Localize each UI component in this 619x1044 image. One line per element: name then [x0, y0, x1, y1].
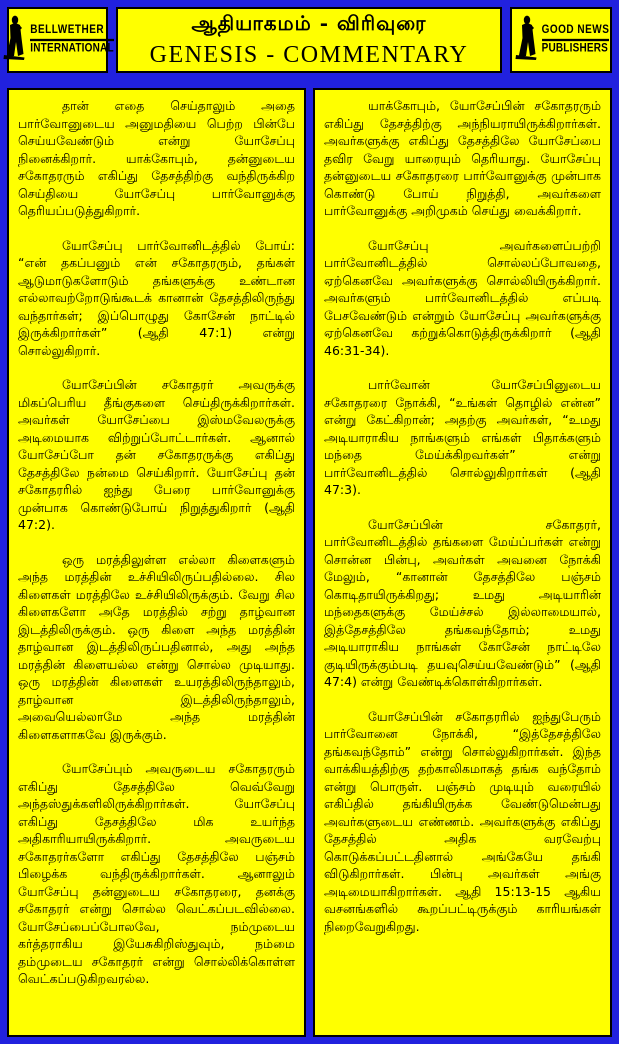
commentary-column-left: [7, 88, 306, 1037]
bellwether-logo-line2: INTERNATIONAL: [30, 42, 114, 55]
commentary-column-right: [313, 88, 612, 1037]
page-title-english: GENESIS - COMMENTARY: [149, 42, 469, 68]
statue-figure-icon: [1, 15, 27, 65]
paragraph: யோசேப்பின் சகோதரர் அவருக்கு மிகப்பெரிய தீங்குகளை செய்திருக்கிறார்கள். அவர்கள் யோசேப்பை இஸ்மவேலருக்கு அடிமையாக விற்றுப்போட்டார்கள். ஆனால் யோசேப்போ தன் சகோதரருக்கு எகிப்து தேசத்திலே நன்மை செய்கிறார். யோசேப்பு தன் சகோதரரில் ஐந்து பேரை பார்வோனுக்கு முன்பாக கொண்டுபோய் நிறுத்துகிறார் (ஆதி 47:2).: [18, 377, 295, 532]
good-news-logo-box: [510, 7, 612, 73]
paragraph: யோசேப்பும் அவருடைய சகோதரரும் எகிப்து தேசத்திலே வெவ்வேறு அந்தஸ்துக்களிலிருக்கிறார்கள். யோசேப்பு எகிப்து தேசத்திலே மிக உயர்ந்த அதிகாரியாயிருக்கிறார். அவருடைய சகோதரர்களோ எகிப்து தேசத்திலே பஞ்சம் பிழைக்க வந்திருக்கிறார்கள். ஆனாலும் யோசேப்பு தன்னுடைய சகோதரரை, தனக்கு சகோதரர் என்று சொல்ல வெட்கப்படவில்லை. யோசேப்பைப்போலவே, நம்முடைய கர்த்தராகிய இயேசுகிறிஸ்துவும், நம்மை தம்முடைய சகோதரர் என்று சொல்லிக்கொள்ள வெட்கப்படுகிறவரல்ல.: [18, 761, 295, 986]
bellwether-logo-line1: BELLWETHER: [30, 24, 114, 41]
paragraph: யோசேப்பு பார்வோனிடத்தில் போய்: “என் தகப்பனும் என் சகோதரரும், தங்கள் ஆடுமாடுகளோடும் தங்களுக்கு உண்டான எல்லாவற்றோடுங்கூடக் கானான் தேசத்திலிருந்து வந்தார்கள்; இப்பொழுது கோசேன் நாட்டில் இருக்கிறார்கள்” (ஆதி 47:1) என்று சொல்லுகிறார்.: [18, 237, 295, 358]
good-news-logo-line2: PUBLISHERS: [541, 42, 609, 55]
good-news-logo-text: [542, 24, 610, 56]
statue-figure-icon: [513, 15, 539, 65]
paragraph: யோசேப்பு அவர்களைப்பற்றி பார்வோனிடத்தில் சொல்லப்போவதை, ஏற்கெனவே அவர்களுக்கு சொல்லியிருக்கிறார். அவர்களும் பார்வோனிடத்தில் எப்படி பேசவேண்டும் என்றும் யோசேப்பு அவர்களுக்கு ஏற்கெனவே கற்றுக்கொடுத்திருக்கிறார் (ஆதி 46:31-34).: [324, 237, 601, 358]
paragraph: யாக்கோபும், யோசேப்பின் சகோதரரும் எகிப்து தேசத்திற்கு அந்நியராயிருக்கிறார்கள். அவர்களுக்கு எகிப்து தேசத்திலே யோசேப்பை தவிர வேறு யாரையும் தெரியாது. யோசேப்பு தன்னுடைய சகோதரரை பார்வோனுக்கு முன்பாக கொண்டு போய் நிறுத்தி, அவர்களை பார்வோனுக்கு அறிமுகம் செய்து வைக்கிறார்.: [324, 98, 601, 218]
bellwether-logo-box: [7, 7, 114, 73]
title-box: [116, 7, 502, 73]
paragraph: யோசேப்பின் சகோதரரில் ஐந்துபேரும் பார்வோனை நோக்கி, “இத்தேசத்திலே தங்கவந்தோம்” என்று சொல்லுகிறார்கள். இந்த வாக்கியத்திற்கு தற்காலிகமாகத் தங்க வந்தோம் என்று பொருள். பஞ்சம் முடியும் வரையில் எகிப்தில் தங்கியிருக்க வேண்டுமென்பது அவர்களுடைய எண்ணம். அவர்களுக்கு எகிப்து தேசத்தில் அதிக வரவேற்பு கொடுக்கப்பட்டதினால் அங்கேயே தங்கி விடுகிறார்கள். பின்பு அவர்கள் அங்கு அடிமையாகிறார்கள். ஆதி 15:13-15 ஆகிய வசனங்களில் கூறப்பட்டிருக்கும் காரியங்கள் நிறைவேறுகிறது.: [324, 708, 601, 934]
paragraph: ஒரு மரத்திலுள்ள எல்லா கிளைகளும் அந்த மரத்தின் உச்சியிலிருப்பதில்லை. சில கிளைகள் மரத்திலே உச்சியிலிருக்கும். வேறு சில கிளைகளோ அதே மரத்தில் சற்று தாழ்வான இடத்திலிருக்கும். ஒரு கிளை அந்த மரத்தின் தாழ்வான இடத்திலிருப்பதினால், அது அந்த மரத்தின் கிளையல்ல என்று சொல்ல முடியாது. ஒரு மரத்தின் கிளைகள் உயரத்திலிருந்தாலும், தாழ்வான இடத்திலிருந்தாலும், அவையெல்லாமே அந்த மரத்தின் கிளைகளாகவே இருக்கும்.: [18, 551, 295, 742]
paragraph: யோசேப்பின் சகோதரர், பார்வோனிடத்தில் தங்களை மேய்ப்பர்கள் என்று சொன்ன பின்பு, அவர்கள் அவனை நோக்கி மேலும், “கானான் தேசத்திலே பஞ்சம் கொடிதாயிருக்கிறது; உமது அடியாரின் மந்தைகளுக்கு மேய்ச்சல் இல்லாமையால், இத்தேசத்திலே தங்கவந்தோம்; உமது அடியாராகிய நாங்கள் கோசேன் நாட்டிலே குடியிருக்கும்படி தயவுசெய்யவேண்டும்” (ஆதி 47:4) என்று வேண்டிக்கொள்கிறார்கள்.: [324, 516, 601, 689]
paragraph: தான் எதை செய்தாலும் அதை பார்வோனுடைய அனுமதியை பெற்ற பின்பே செய்யவேண்டும் என்று யோசேப்பு நினைக்கிறார். யாக்கோபும், தன்னுடைய சகோதரரும் எகிப்து தேசத்திற்கு வந்திருக்கிற செய்தியை யோசேப்பு பார்வோனுக்கு தெரியப்படுத்துகிறார்.: [18, 98, 295, 218]
bellwether-logo-text: [30, 24, 114, 56]
page-title-tamil: ஆதியாகமம் - விரிவுரை: [191, 11, 427, 35]
good-news-logo-line1: GOOD NEWS: [542, 24, 610, 41]
paragraph: பார்வோன் யோசேப்பினுடைய சகோதரரை நோக்கி, “உங்கள் தொழில் என்ன” என்று கேட்கிறான்; அதற்கு அவர்கள், “உமது அடியாராகிய நாங்களும் எங்கள் பிதாக்களும் மந்தை மேய்க்கிறவர்கள்” என்று பார்வோனிடத்தில் சொல்லுகிறார்கள் (ஆதி 47:3).: [324, 377, 601, 497]
